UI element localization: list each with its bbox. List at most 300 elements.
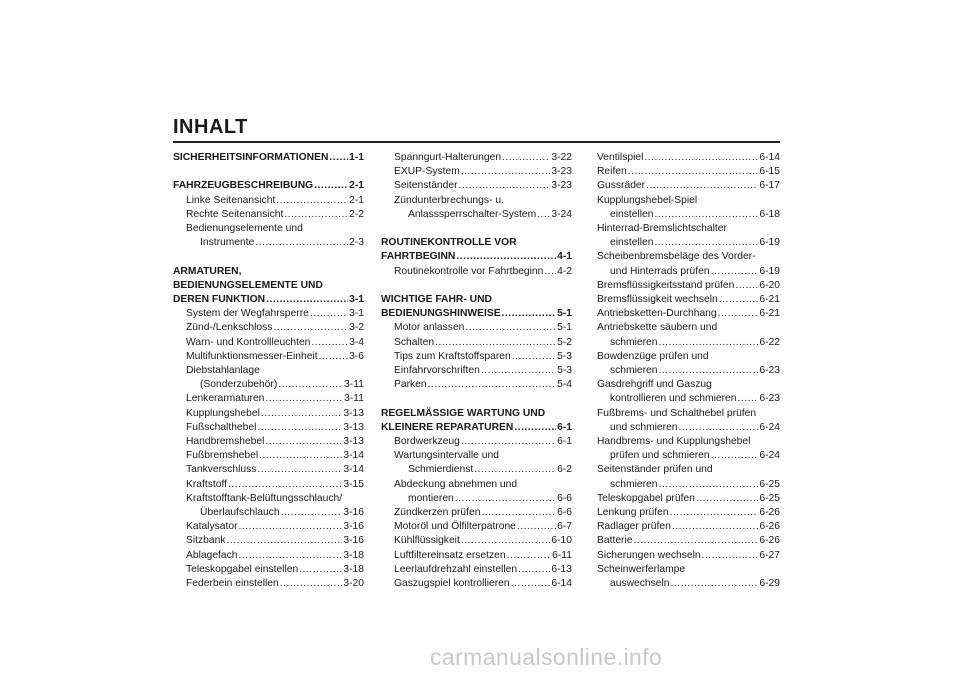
toc-entry[interactable]: Scheibenbremsbeläge des Vorder-: [597, 251, 756, 263]
toc-dot-leader: [278, 378, 343, 392]
toc-page-number: 1-1: [349, 152, 364, 163]
toc-page-number: 6-26: [759, 535, 780, 547]
toc-dot-leader: [502, 151, 550, 165]
toc-entry-title: FAHRZEUGBESCHREIBUNG: [173, 180, 314, 192]
toc-section-heading[interactable]: [381, 307, 572, 321]
toc-dot-leader: [319, 350, 348, 364]
toc-entry-title: Routinekontrolle vor Fahrtbeginn: [394, 265, 544, 277]
toc-dot-leader: [266, 293, 348, 307]
toc-dot-leader: [239, 520, 343, 534]
toc-page-number: 3-18: [343, 549, 364, 561]
toc-page-number: 6-15: [759, 166, 780, 178]
toc-dot-leader: [507, 549, 552, 563]
toc-dot-leader: [239, 549, 343, 563]
toc-entry-title: Tankverschluss: [186, 464, 257, 476]
toc-spacer: [381, 222, 572, 236]
toc-entry-title: Überlaufschlauch: [200, 507, 280, 519]
toc-entry[interactable]: [381, 549, 572, 563]
toc-page-number: 3-23: [551, 166, 572, 178]
toc-dot-leader: [646, 179, 758, 193]
toc-dot-leader: [461, 534, 551, 548]
toc-page-number: 6-21: [759, 294, 780, 306]
toc-entry-title: Schalten: [394, 336, 435, 348]
toc-entry[interactable]: [173, 549, 364, 563]
toc-section-heading[interactable]: [173, 293, 364, 307]
toc-entry[interactable]: [597, 265, 780, 279]
toc-page-number: 3-11: [344, 379, 364, 391]
toc-page-number: 3-15: [343, 478, 364, 490]
toc-entry[interactable]: [597, 577, 780, 591]
toc-entry[interactable]: [597, 236, 780, 250]
toc-dot-leader: [259, 449, 342, 463]
toc-page-number: 5-2: [557, 336, 572, 348]
toc-dot-leader: [634, 534, 759, 548]
toc-entry[interactable]: [597, 307, 780, 321]
toc-entry[interactable]: [381, 492, 572, 506]
toc-dot-leader: [711, 265, 759, 279]
toc-spacer: [173, 250, 364, 264]
toc-entry-title: FAHRTBEGINN: [381, 251, 456, 263]
toc-entry-title: Katalysator: [186, 521, 238, 533]
toc-entry[interactable]: Diebstahlanlage: [186, 365, 260, 377]
toc-page-number: 3-14: [343, 450, 364, 462]
toc-dot-leader: [299, 563, 342, 577]
toc-page-number: 6-24: [759, 450, 780, 462]
toc-dot-leader: [314, 179, 348, 193]
toc-entry[interactable]: [381, 506, 572, 520]
toc-dot-leader: [628, 165, 759, 179]
toc-page-number: 6-2: [557, 464, 572, 476]
toc-page-number: 6-13: [551, 563, 572, 575]
toc-entry[interactable]: [173, 520, 364, 534]
toc-entry[interactable]: [173, 321, 364, 335]
toc-entry[interactable]: [173, 378, 364, 392]
toc-entry-title: Motor anlassen: [394, 322, 465, 334]
toc-page-number: 6-26: [759, 507, 780, 519]
toc-entry-title: Bremsflüssigkeitsstand prüfen: [597, 279, 735, 291]
toc-entry-title: Warn- und Kontrollleuchten: [186, 336, 311, 348]
toc-entry-title: Motoröl und Ölfilterpatrone: [394, 521, 516, 533]
toc-page-number: 5-4: [557, 379, 572, 391]
toc-entry-title: prüfen und schmieren: [610, 450, 710, 462]
toc-dot-leader: [518, 563, 550, 577]
toc-spacer: [381, 392, 572, 406]
toc-entry-title: Linke Seitenansicht: [186, 194, 276, 206]
toc-page-number: 6-25: [759, 478, 780, 490]
toc-entry[interactable]: [173, 421, 364, 435]
toc-page-number: 3-13: [343, 421, 364, 433]
toc-entry-title: Teleskopgabel prüfen: [597, 492, 695, 504]
toc-section-heading[interactable]: ARMATUREN,: [173, 265, 242, 277]
toc-entry-title: Kupplungshebel: [186, 407, 260, 419]
toc-page-number: 3-23: [551, 180, 572, 192]
toc-entry[interactable]: [597, 279, 780, 293]
toc-entry[interactable]: [597, 549, 780, 563]
toc-page-number: 3-18: [343, 563, 364, 575]
toc-page-number: 5-1: [557, 308, 572, 320]
toc-entry[interactable]: [381, 165, 572, 179]
toc-entry[interactable]: [597, 208, 780, 222]
toc-page-number: 6-14: [759, 152, 780, 163]
toc-entry[interactable]: [173, 407, 364, 421]
toc-page-number: 3-13: [343, 436, 364, 448]
toc-entry[interactable]: Seitenständer prüfen und: [597, 464, 713, 476]
toc-entry-title: schmieren: [610, 478, 658, 490]
toc-entry[interactable]: [597, 534, 780, 548]
toc-entry[interactable]: [173, 534, 364, 548]
toc-page-number: 6-10: [551, 535, 572, 547]
toc-dot-leader: [502, 307, 557, 321]
toc-dot-leader: [719, 293, 759, 307]
toc-entry[interactable]: [381, 563, 572, 577]
toc-entry-title: Reifen: [597, 166, 627, 178]
toc-dot-leader: [257, 421, 342, 435]
toc-entry[interactable]: [173, 449, 364, 463]
toc-page-number: 6-26: [759, 521, 780, 533]
toc-entry[interactable]: [173, 506, 364, 520]
toc-dot-leader: [281, 506, 343, 520]
toc-page-number: 2-1: [349, 180, 364, 192]
toc-page-number: 3-6: [349, 350, 364, 362]
toc-dot-leader: [265, 435, 342, 449]
toc-page-number: 6-29: [759, 578, 780, 590]
toc-entry[interactable]: [597, 151, 780, 165]
toc-page-number: 6-19: [759, 237, 780, 249]
toc-dot-leader: [284, 208, 348, 222]
toc-page-number: 6-19: [759, 265, 780, 277]
toc-entry[interactable]: [381, 265, 572, 279]
toc-page-number: 6-1: [557, 436, 572, 448]
toc-dot-leader: [514, 421, 556, 435]
toc-entry[interactable]: [597, 421, 780, 435]
toc-section-heading[interactable]: REGELMÄSSIGE WARTUNG UND: [381, 407, 546, 419]
toc-dot-leader: [257, 463, 342, 477]
toc-page-number: 3-16: [343, 521, 364, 533]
toc-entry-title: Gaszugspiel kontrollieren: [394, 578, 510, 590]
toc-page-number: 6-27: [759, 549, 780, 561]
toc-entry-title: KLEINERE REPARATUREN: [381, 421, 514, 433]
toc-entry-title: und Hinterrads prüfen: [610, 265, 710, 277]
toc-entry-title: Multifunktionsmesser-Einheit: [186, 350, 318, 362]
toc-entry-title: Lenkerarmaturen: [186, 393, 265, 405]
toc-entry-title: Gussräder: [597, 180, 646, 192]
toc-page-number: 6-11: [552, 549, 572, 561]
toc-entry-title: Leerlaufdrehzahl einstellen: [394, 563, 518, 575]
toc-entry[interactable]: [173, 350, 364, 364]
toc-dot-leader: [481, 364, 556, 378]
toc-page-number: 3-2: [349, 322, 364, 334]
toc-entry-title: Anlasssperrschalter-System: [408, 208, 537, 220]
toc-entry[interactable]: [381, 534, 572, 548]
toc-entry[interactable]: Gasdrehgriff und Gaszug: [597, 379, 712, 391]
toc-entry[interactable]: [381, 350, 572, 364]
toc-entry-title: Schmierdienst: [408, 464, 474, 476]
toc-entry[interactable]: [597, 364, 780, 378]
toc-dot-leader: [711, 449, 759, 463]
title-rule: [173, 141, 780, 143]
toc-dot-leader: [735, 279, 758, 293]
toc-dot-leader: [228, 478, 342, 492]
toc-page-number: 6-20: [759, 279, 780, 291]
toc-entry-title: und schmieren: [610, 421, 678, 433]
toc-entry[interactable]: [173, 336, 364, 350]
toc-entry[interactable]: [597, 165, 780, 179]
toc-dot-leader: [461, 435, 556, 449]
toc-page-number: 5-1: [557, 322, 572, 334]
toc-entry-title: System der Wegfahrsperre: [186, 308, 309, 320]
toc-entry[interactable]: [381, 463, 572, 477]
toc-entry[interactable]: [597, 336, 780, 350]
toc-entry[interactable]: [381, 321, 572, 335]
toc-dot-leader: [456, 250, 556, 264]
toc-entry[interactable]: [173, 307, 364, 321]
toc-entry-title: Ventilspiel: [597, 152, 644, 163]
toc-page-number: 3-22: [551, 152, 572, 163]
toc-dot-leader: [474, 463, 556, 477]
toc-entry[interactable]: Hinterrad-Bremslichtschalter: [597, 223, 727, 235]
toc-spacer: [173, 165, 364, 179]
toc-entry[interactable]: [173, 392, 364, 406]
toc-page-number: 6-17: [759, 180, 780, 192]
toc-entry-title: Einfahrvorschriften: [394, 365, 480, 377]
toc-entry[interactable]: [173, 435, 364, 449]
toc-entry[interactable]: Antriebskette säubern und: [597, 322, 718, 334]
toc-entry-title: kontrollieren und schmieren: [610, 393, 737, 405]
toc-entry-title: Radlager prüfen: [597, 521, 671, 533]
toc-entry[interactable]: Bowdenzüge prüfen und: [597, 350, 709, 362]
toc-page-number: 3-16: [343, 507, 364, 519]
toc-page-number: 6-6: [557, 492, 572, 504]
toc-page-number: 6-1: [557, 421, 572, 433]
toc-entry-title: SICHERHEITSINFORMATIONEN: [173, 152, 329, 163]
toc-page-number: 3-1: [349, 294, 364, 305]
toc-dot-leader: [465, 321, 556, 335]
toc-entry-title: Spanngurt-Halterungen: [394, 152, 502, 163]
toc-page-number: 2-1: [349, 194, 364, 206]
toc-entry[interactable]: Handbrems- und Kupplungshebel: [597, 436, 751, 448]
toc-dot-leader: [261, 407, 343, 421]
toc-dot-leader: [311, 336, 348, 350]
toc-entry-title: schmieren: [610, 336, 658, 348]
toc-entry-title: Fußschalthebel: [186, 421, 257, 433]
toc-dot-leader: [659, 478, 759, 492]
toc-dot-leader: [679, 421, 759, 435]
toc-entry-title: Bordwerkzeug: [394, 436, 460, 448]
toc-page-number: 3-1: [349, 308, 364, 320]
toc-dot-leader: [718, 307, 759, 321]
toc-entry-title: (Sonderzubehör): [200, 379, 278, 391]
toc-entry-title: Batterie: [597, 535, 633, 547]
toc-dot-leader: [455, 492, 556, 506]
toc-entry[interactable]: [597, 506, 780, 520]
toc-column-2: [381, 151, 572, 591]
toc-entry[interactable]: [173, 208, 364, 222]
toc-dot-leader: [280, 577, 343, 591]
toc-entry-title: BEDIENUNGSHINWEISE: [381, 308, 501, 320]
toc-entry-title: Lenkung prüfen: [597, 507, 669, 519]
toc-entry-title: Sicherungen wechseln: [597, 549, 701, 561]
toc-dot-leader: [738, 392, 759, 406]
toc-dot-leader: [696, 492, 759, 506]
toc-entry[interactable]: Wartungsintervalle und: [394, 450, 499, 462]
toc-entry[interactable]: Zündunterbrechungs- u.: [394, 194, 504, 206]
toc-entry-title: DEREN FUNKTION: [173, 294, 266, 305]
toc-page-number: 5-3: [557, 350, 572, 362]
toc-page-number: 3-13: [343, 407, 364, 419]
toc-section-heading[interactable]: [173, 179, 364, 193]
toc-page-number: 6-25: [759, 492, 780, 504]
toc-entry-title: Instrumente: [200, 237, 255, 249]
toc-dot-leader: [459, 179, 551, 193]
toc-page-number: 4-1: [557, 251, 572, 263]
toc-entry[interactable]: Scheinwerferlampe: [597, 563, 686, 575]
toc-dot-leader: [310, 307, 348, 321]
toc-page-number: 3-16: [343, 535, 364, 547]
toc-entry-title: einstellen: [610, 208, 654, 220]
toc-entry-title: schmieren: [610, 365, 658, 377]
toc-entry-title: Rechte Seitenansicht: [186, 208, 284, 220]
toc-entry[interactable]: [597, 179, 780, 193]
toc-entry[interactable]: [381, 435, 572, 449]
toc-entry[interactable]: [597, 449, 780, 463]
toc-entry[interactable]: [597, 392, 780, 406]
toc-dot-leader: [671, 577, 759, 591]
toc-entry[interactable]: [381, 364, 572, 378]
toc-section-heading[interactable]: WICHTIGE FAHR- UND: [381, 294, 492, 305]
toc-dot-leader: [481, 506, 556, 520]
toc-entry[interactable]: [597, 492, 780, 506]
toc-dot-leader: [511, 577, 551, 591]
toc-entry-title: EXUP-System: [394, 166, 460, 178]
toc-entry[interactable]: Kupplungshebel-Spiel: [597, 194, 698, 206]
toc-page-number: 6-23: [759, 365, 780, 377]
toc-column-3: [597, 151, 780, 591]
toc-entry[interactable]: [597, 293, 780, 307]
toc-section-heading[interactable]: BEDIENUNGSELEMENTE UND: [173, 279, 323, 291]
toc-entry[interactable]: [173, 194, 364, 208]
toc-section-heading[interactable]: ROUTINEKONTROLLE VOR: [381, 237, 517, 249]
toc-entry[interactable]: Kraftstofftank-Belüftungsschlauch/: [186, 492, 343, 504]
toc-page-number: 5-3: [557, 365, 572, 377]
toc-dot-leader: [461, 165, 551, 179]
toc-dot-leader: [265, 392, 343, 406]
toc-entry[interactable]: [173, 577, 364, 591]
toc-dot-leader: [512, 350, 556, 364]
toc-entry[interactable]: Fußbrems- und Schalthebel prüfen: [597, 407, 757, 419]
toc-entry[interactable]: [597, 478, 780, 492]
toc-dot-leader: [435, 336, 556, 350]
toc-entry[interactable]: Abdeckung abnehmen und: [394, 478, 518, 490]
toc-entry-title: Fußbremshebel: [186, 450, 259, 462]
toc-dot-leader: [227, 534, 343, 548]
toc-entry-title: Bremsflüssigkeit wechseln: [597, 294, 718, 306]
toc-page-number: 2-2: [349, 208, 364, 220]
toc-dot-leader: [655, 236, 759, 250]
toc-entry-title: Antriebsketten-Durchhang: [597, 308, 717, 320]
toc-dot-leader: [276, 194, 348, 208]
toc-dot-leader: [255, 236, 348, 250]
toc-dot-leader: [659, 364, 759, 378]
toc-dot-leader: [428, 378, 556, 392]
toc-entry[interactable]: [173, 563, 364, 577]
toc-dot-leader: [644, 151, 758, 165]
toc-entry-title: Luftfiltereinsatz ersetzen: [394, 549, 506, 561]
toc-entry[interactable]: [381, 336, 572, 350]
toc-entry[interactable]: [381, 378, 572, 392]
toc-page-number: 6-6: [557, 507, 572, 519]
toc-entry[interactable]: [173, 463, 364, 477]
toc-page-number: 6-24: [759, 421, 780, 433]
toc-page-number: 3-14: [343, 464, 364, 476]
toc-page-number: 6-14: [551, 578, 572, 590]
toc-page-number: 3-4: [349, 336, 364, 348]
toc-entry-title: Ablagefach: [186, 549, 238, 561]
toc-dot-leader: [670, 506, 759, 520]
toc-page-number: 6-7: [557, 521, 572, 533]
toc-entry-title: Kühlflüssigkeit: [394, 535, 460, 547]
toc-page-number: 6-22: [759, 336, 780, 348]
toc-entry-title: Parken: [394, 379, 427, 391]
toc-entry[interactable]: [381, 520, 572, 534]
toc-entry[interactable]: [381, 179, 572, 193]
toc-entry-title: Tips zum Kraftstoffsparen: [394, 350, 511, 362]
toc-entry[interactable]: [381, 151, 572, 165]
toc-entry-title: Teleskopgabel einstellen: [186, 563, 299, 575]
toc-dot-leader: [702, 549, 759, 563]
page-title: INHALT: [173, 116, 248, 138]
toc-entry-title: Zündkerzen prüfen: [394, 507, 481, 519]
toc-entry-title: auswechseln: [610, 578, 670, 590]
toc-entry-title: Sitzbank: [186, 535, 226, 547]
toc-page-number: 6-23: [759, 393, 780, 405]
toc-dot-leader: [672, 520, 759, 534]
toc-spacer: [381, 279, 572, 293]
toc-page-number: 3-20: [343, 578, 364, 590]
watermark: carmanualsonline.info: [430, 644, 663, 670]
toc-dot-leader: [537, 208, 550, 222]
toc-page-number: 3-24: [551, 208, 572, 220]
toc-dot-leader: [659, 336, 759, 350]
toc-page-number: 3-11: [344, 393, 364, 405]
toc-section-heading[interactable]: [173, 151, 364, 165]
toc-entry[interactable]: Bedienungselemente und: [186, 223, 303, 234]
toc-entry-title: Zünd-/Lenkschloss: [186, 322, 273, 334]
toc-entry-title: montieren: [408, 492, 454, 504]
toc-entry[interactable]: [173, 236, 364, 250]
toc-dot-leader: [544, 265, 556, 279]
toc-section-heading[interactable]: [381, 421, 572, 435]
toc-page-number: 6-21: [759, 308, 780, 320]
toc-entry-title: Federbein einstellen: [186, 578, 279, 590]
toc-section-heading[interactable]: [381, 250, 572, 264]
toc-entry-title: Handbremshebel: [186, 436, 265, 448]
toc-dot-leader: [517, 520, 556, 534]
toc-page-number: 2-3: [349, 237, 364, 249]
toc-dot-leader: [329, 151, 348, 165]
toc-entry-title: Kraftstoff: [186, 478, 228, 490]
toc-entry-title: Seitenständer: [394, 180, 458, 192]
toc-page-number: 4-2: [557, 265, 572, 277]
toc-page-number: 6-18: [759, 208, 780, 220]
toc-dot-leader: [655, 208, 759, 222]
toc-entry-title: einstellen: [610, 237, 654, 249]
toc-entry[interactable]: [597, 520, 780, 534]
toc-entry[interactable]: [381, 577, 572, 591]
toc-column-1: [173, 151, 364, 591]
toc-dot-leader: [273, 321, 348, 335]
toc-entry[interactable]: [381, 208, 572, 222]
toc-entry[interactable]: [173, 478, 364, 492]
